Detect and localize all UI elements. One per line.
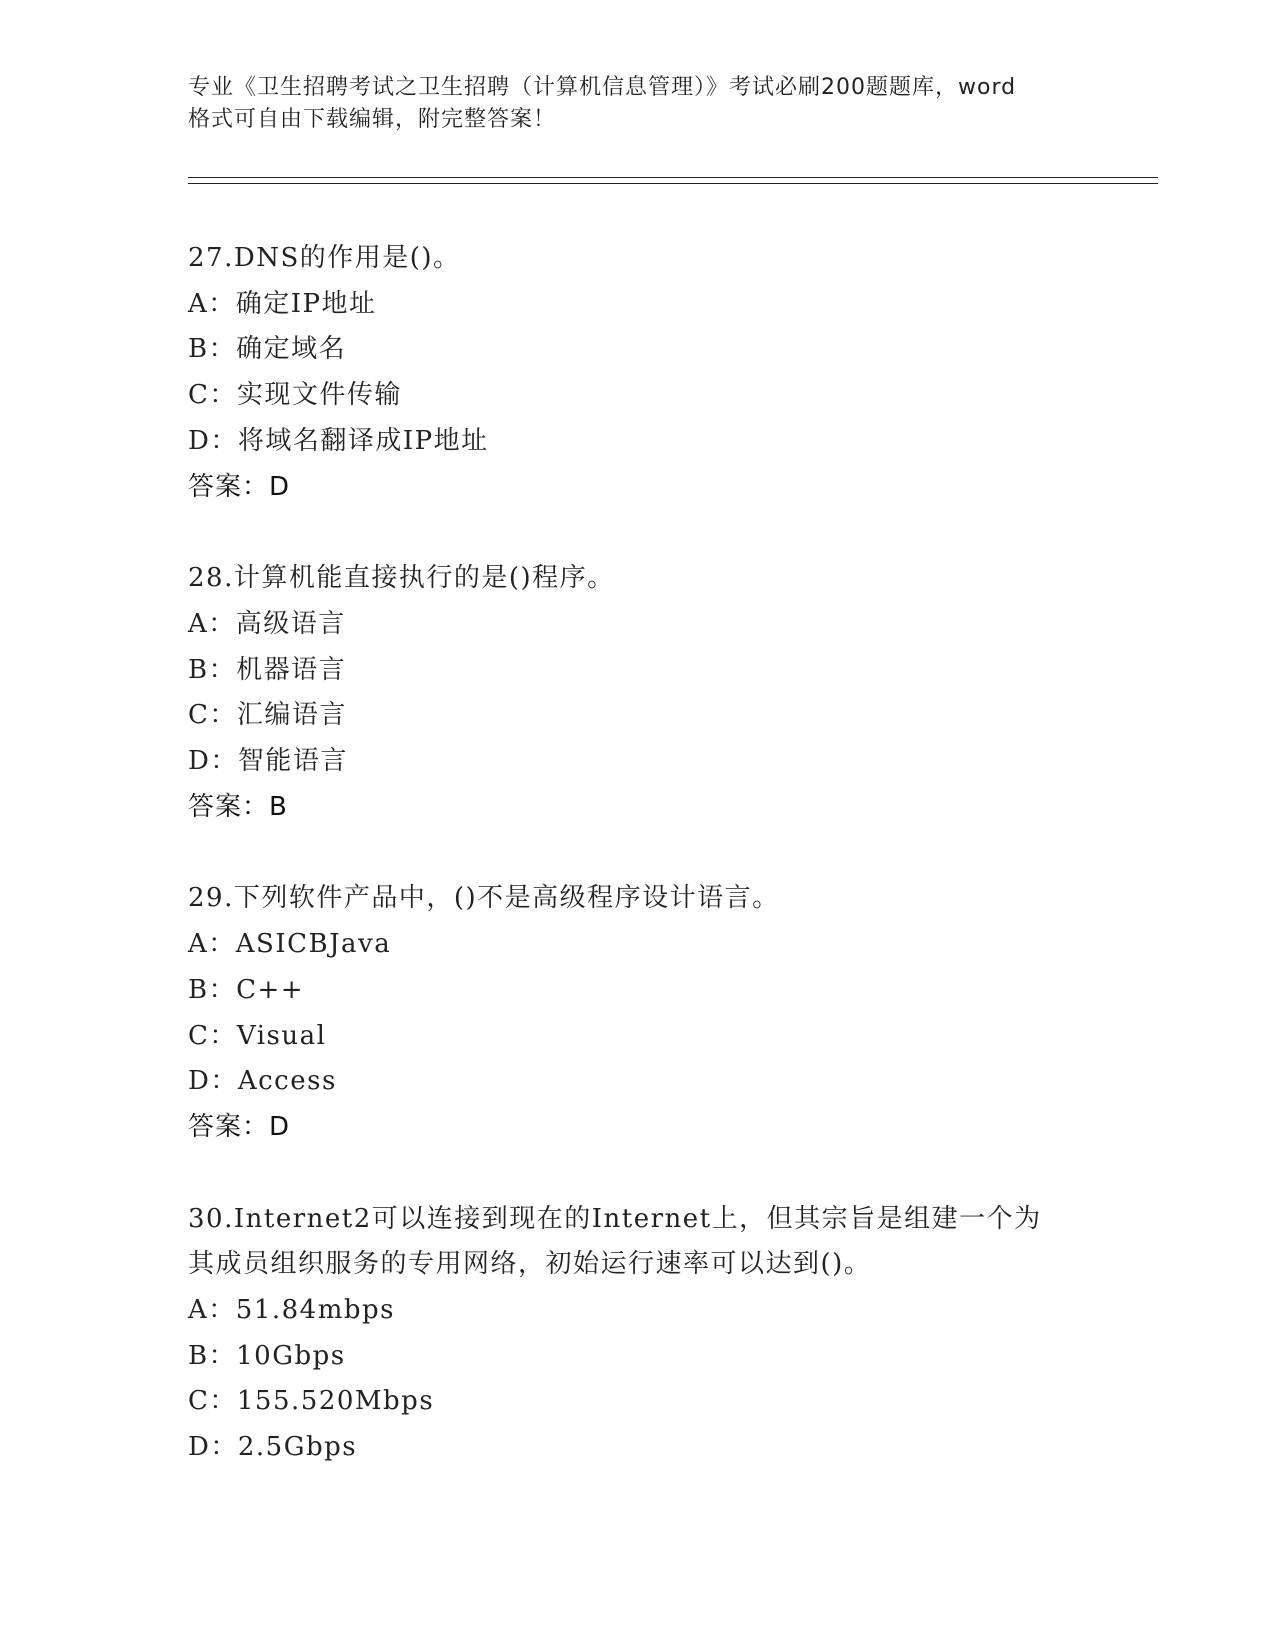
option-c: C：实现文件传输 <box>188 380 402 411</box>
question-stem-line: 30.Internet2可以连接到现在的Internet上，但其宗旨是组建一个为 <box>188 1203 1042 1234</box>
option-a: A：ASICBJava <box>188 929 392 960</box>
option-a: A：高级语言 <box>188 608 346 639</box>
option-b: B：10Gbps <box>188 1340 346 1371</box>
option-b: B：C++ <box>188 974 305 1005</box>
answer-label: 答案：D <box>188 1111 291 1142</box>
question-list <box>188 236 1088 1517</box>
question-27 <box>188 236 1088 510</box>
option-c: C：Visual <box>188 1020 327 1051</box>
question-stem-line: 27.DNS的作用是()。 <box>188 243 461 273</box>
header-line-2: 格式可自由下载编辑，附完整答案！ <box>188 107 557 132</box>
option-d: D：2.5Gbps <box>188 1432 358 1463</box>
option-c: C：汇编语言 <box>188 700 347 731</box>
question-stem-line: 28.计算机能直接执行的是()程序。 <box>188 563 615 594</box>
option-a: A：确定IP地址 <box>188 288 377 319</box>
answer-label: 答案：B <box>188 791 288 822</box>
option-d: D：将域名翻译成IP地址 <box>188 425 489 456</box>
question-stem <box>188 556 1088 602</box>
option-d: D：智能语言 <box>188 746 348 777</box>
header-divider-bottom <box>188 183 1158 184</box>
header-divider-top <box>188 177 1158 178</box>
answer-label: 答案：D <box>188 471 291 502</box>
question-stem-line: 其成员组织服务的专用网络，初始运行速率可以达到()。 <box>188 1249 872 1280</box>
question-stem <box>188 1197 1088 1288</box>
question-30 <box>188 1197 1088 1471</box>
question-stem-line: 29.下列软件产品中，()不是高级程序设计语言。 <box>188 883 780 914</box>
option-b: B：机器语言 <box>188 654 347 685</box>
question-stem <box>188 876 1088 922</box>
option-d: D：Access <box>188 1066 337 1097</box>
option-b: B：确定域名 <box>188 334 347 365</box>
option-c: C：155.520Mbps <box>188 1386 435 1417</box>
question-28 <box>188 556 1088 830</box>
header-line-1: 专业《卫生招聘考试之卫生招聘（计算机信息管理）》考试必刷200题题库，word <box>188 75 1017 100</box>
question-stem <box>188 236 1088 282</box>
option-a: A：51.84mbps <box>188 1295 395 1326</box>
question-29 <box>188 876 1088 1150</box>
document-header <box>188 72 1088 136</box>
